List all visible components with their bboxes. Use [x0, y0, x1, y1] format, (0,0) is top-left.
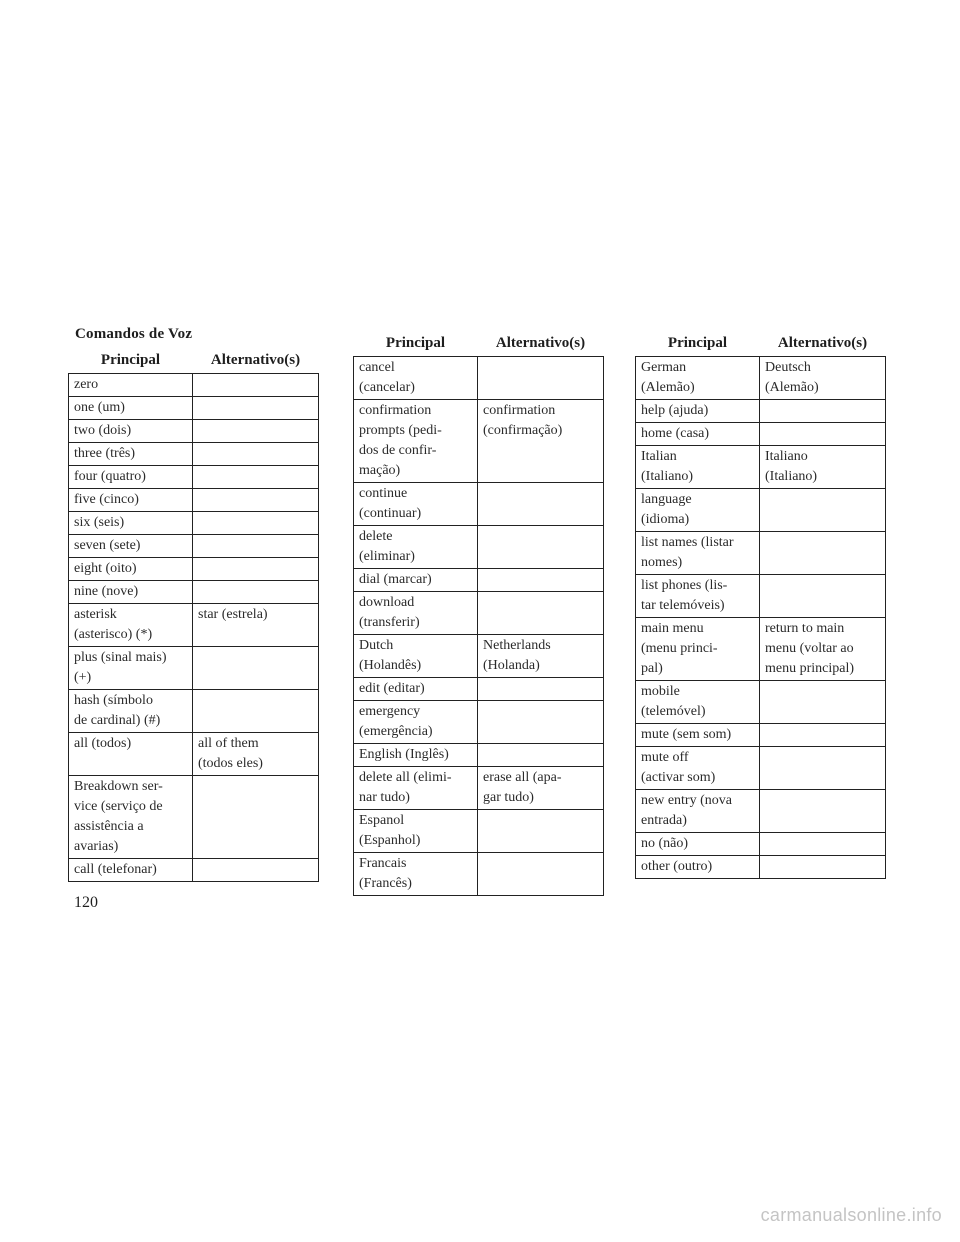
- table-row: [69, 604, 319, 647]
- alternativo-cell: [478, 592, 604, 635]
- alternativo-cell: [193, 397, 319, 420]
- principal-cell: continue (continuar): [354, 483, 478, 526]
- alternativo-cell: Deutsch (Alemão): [760, 357, 886, 400]
- alternativo-cell: [478, 526, 604, 569]
- principal-cell: four (quatro): [69, 466, 193, 489]
- alternativo-cell: [193, 776, 319, 859]
- alternativo-cell: [760, 724, 886, 747]
- alternativo-cell: [760, 489, 886, 532]
- alternativo-cell: Netherlands (Holanda): [478, 635, 604, 678]
- table-row: [69, 512, 319, 535]
- alternativo-cell: confirmation (confirmação): [478, 400, 604, 483]
- table-row: [69, 581, 319, 604]
- table-row: [636, 532, 886, 575]
- alternativo-cell: [193, 512, 319, 535]
- principal-cell: English (Inglês): [354, 744, 478, 767]
- table-row: [354, 357, 604, 400]
- alternativo-cell: [760, 790, 886, 833]
- alternativo-cell: [193, 443, 319, 466]
- table-row: [636, 856, 886, 879]
- table-row: [354, 701, 604, 744]
- table-row: [636, 489, 886, 532]
- principal-cell: new entry (nova entrada): [636, 790, 760, 833]
- alternativo-cell: [760, 575, 886, 618]
- table-row: [69, 466, 319, 489]
- principal-cell: call (telefonar): [69, 859, 193, 882]
- table-row: [69, 397, 319, 420]
- principal-cell: German (Alemão): [636, 357, 760, 400]
- principal-cell: Dutch (Holandês): [354, 635, 478, 678]
- table-row: [354, 767, 604, 810]
- table-row: [354, 810, 604, 853]
- table-row: [354, 526, 604, 569]
- principal-cell: nine (nove): [69, 581, 193, 604]
- principal-cell: language (idioma): [636, 489, 760, 532]
- table-row: [354, 400, 604, 483]
- principal-cell: seven (sete): [69, 535, 193, 558]
- header-alternativo: Alternativo(s): [193, 348, 319, 374]
- alternativo-cell: [478, 853, 604, 896]
- principal-cell: three (três): [69, 443, 193, 466]
- table-row: [636, 747, 886, 790]
- alternativo-cell: star (estrela): [193, 604, 319, 647]
- table-row: [354, 744, 604, 767]
- table-row: [636, 400, 886, 423]
- principal-cell: other (outro): [636, 856, 760, 879]
- table-row: [69, 374, 319, 397]
- table-row: [69, 859, 319, 882]
- principal-cell: asterisk (asterisco) (*): [69, 604, 193, 647]
- alternativo-cell: [193, 859, 319, 882]
- alternativo-cell: return to main menu (voltar ao menu principal): [760, 618, 886, 681]
- principal-cell: zero: [69, 374, 193, 397]
- table-row: [636, 446, 886, 489]
- principal-cell: mobile (telemóvel): [636, 681, 760, 724]
- header-alternativo: Alternativo(s): [478, 331, 604, 357]
- principal-cell: list names (listar nomes): [636, 532, 760, 575]
- principal-cell: eight (oito): [69, 558, 193, 581]
- principal-cell: one (um): [69, 397, 193, 420]
- table-row: [636, 724, 886, 747]
- alternativo-cell: [760, 833, 886, 856]
- table-row: [354, 592, 604, 635]
- principal-cell: mute (sem som): [636, 724, 760, 747]
- table-row: [354, 569, 604, 592]
- alternativo-cell: [193, 420, 319, 443]
- principal-cell: emergency (emergência): [354, 701, 478, 744]
- principal-cell: dial (marcar): [354, 569, 478, 592]
- alternativo-cell: Italiano (Italiano): [760, 446, 886, 489]
- table-row: [69, 558, 319, 581]
- table-row: [69, 489, 319, 512]
- principal-cell: five (cinco): [69, 489, 193, 512]
- table-row: [636, 575, 886, 618]
- table-row: [354, 635, 604, 678]
- alternativo-cell: [478, 357, 604, 400]
- alternativo-cell: [193, 581, 319, 604]
- table-header-row: [636, 331, 886, 357]
- alternativo-cell: [760, 856, 886, 879]
- site-watermark: carmanualsonline.info: [760, 1205, 942, 1225]
- alternativo-cell: [478, 483, 604, 526]
- table-row: [69, 443, 319, 466]
- section-title: Comandos de Voz: [75, 326, 193, 342]
- alternativo-cell: [478, 701, 604, 744]
- table-row: [69, 776, 319, 859]
- principal-cell: plus (sinal mais) (+): [69, 647, 193, 690]
- principal-cell: delete all (elimi- nar tudo): [354, 767, 478, 810]
- table-row: [636, 423, 886, 446]
- alternativo-cell: [478, 678, 604, 701]
- alternativo-cell: [760, 532, 886, 575]
- alternativo-cell: [478, 744, 604, 767]
- table-row: [636, 790, 886, 833]
- alternativo-cell: all of them (todos eles): [193, 733, 319, 776]
- alternativo-cell: [478, 810, 604, 853]
- table-row: [354, 853, 604, 896]
- alternativo-cell: [193, 489, 319, 512]
- table-header-row: [69, 348, 319, 374]
- principal-cell: confirmation prompts (pedi- dos de confir- mação): [354, 400, 478, 483]
- table-row: [69, 535, 319, 558]
- principal-cell: all (todos): [69, 733, 193, 776]
- table-row: [636, 681, 886, 724]
- principal-cell: two (dois): [69, 420, 193, 443]
- alternativo-cell: erase all (apa- gar tudo): [478, 767, 604, 810]
- principal-cell: help (ajuda): [636, 400, 760, 423]
- table-row: [354, 483, 604, 526]
- table-row: [69, 690, 319, 733]
- principal-cell: no (não): [636, 833, 760, 856]
- principal-cell: Breakdown ser- vice (serviço de assistência a avarias): [69, 776, 193, 859]
- principal-cell: download (transferir): [354, 592, 478, 635]
- alternativo-cell: [193, 647, 319, 690]
- principal-cell: cancel (cancelar): [354, 357, 478, 400]
- alternativo-cell: [193, 690, 319, 733]
- page-number: 120: [74, 894, 98, 911]
- alternativo-cell: [478, 569, 604, 592]
- alternativo-cell: [193, 374, 319, 397]
- alternativo-cell: [760, 747, 886, 790]
- alternativo-cell: [760, 423, 886, 446]
- table-row: [69, 733, 319, 776]
- principal-cell: mute off (activar som): [636, 747, 760, 790]
- header-principal: Principal: [636, 331, 760, 357]
- table-row: [354, 678, 604, 701]
- principal-cell: Espanol (Espanhol): [354, 810, 478, 853]
- principal-cell: Francais (Francês): [354, 853, 478, 896]
- principal-cell: Italian (Italiano): [636, 446, 760, 489]
- principal-cell: delete (eliminar): [354, 526, 478, 569]
- table-row: [69, 647, 319, 690]
- voice-commands-table-3: [635, 331, 886, 879]
- table-row: [69, 420, 319, 443]
- principal-cell: main menu (menu princi- pal): [636, 618, 760, 681]
- header-principal: Principal: [354, 331, 478, 357]
- alternativo-cell: [193, 558, 319, 581]
- voice-commands-table-2: [353, 331, 604, 896]
- header-principal: Principal: [69, 348, 193, 374]
- alternativo-cell: [193, 535, 319, 558]
- alternativo-cell: [193, 466, 319, 489]
- principal-cell: list phones (lis- tar telemóveis): [636, 575, 760, 618]
- header-alternativo: Alternativo(s): [760, 331, 886, 357]
- alternativo-cell: [760, 681, 886, 724]
- principal-cell: hash (símbolo de cardinal) (#): [69, 690, 193, 733]
- table-row: [636, 833, 886, 856]
- principal-cell: six (seis): [69, 512, 193, 535]
- table-row: [636, 357, 886, 400]
- voice-commands-table-1: [68, 348, 319, 882]
- table-header-row: [354, 331, 604, 357]
- principal-cell: edit (editar): [354, 678, 478, 701]
- principal-cell: home (casa): [636, 423, 760, 446]
- alternativo-cell: [760, 400, 886, 423]
- table-row: [636, 618, 886, 681]
